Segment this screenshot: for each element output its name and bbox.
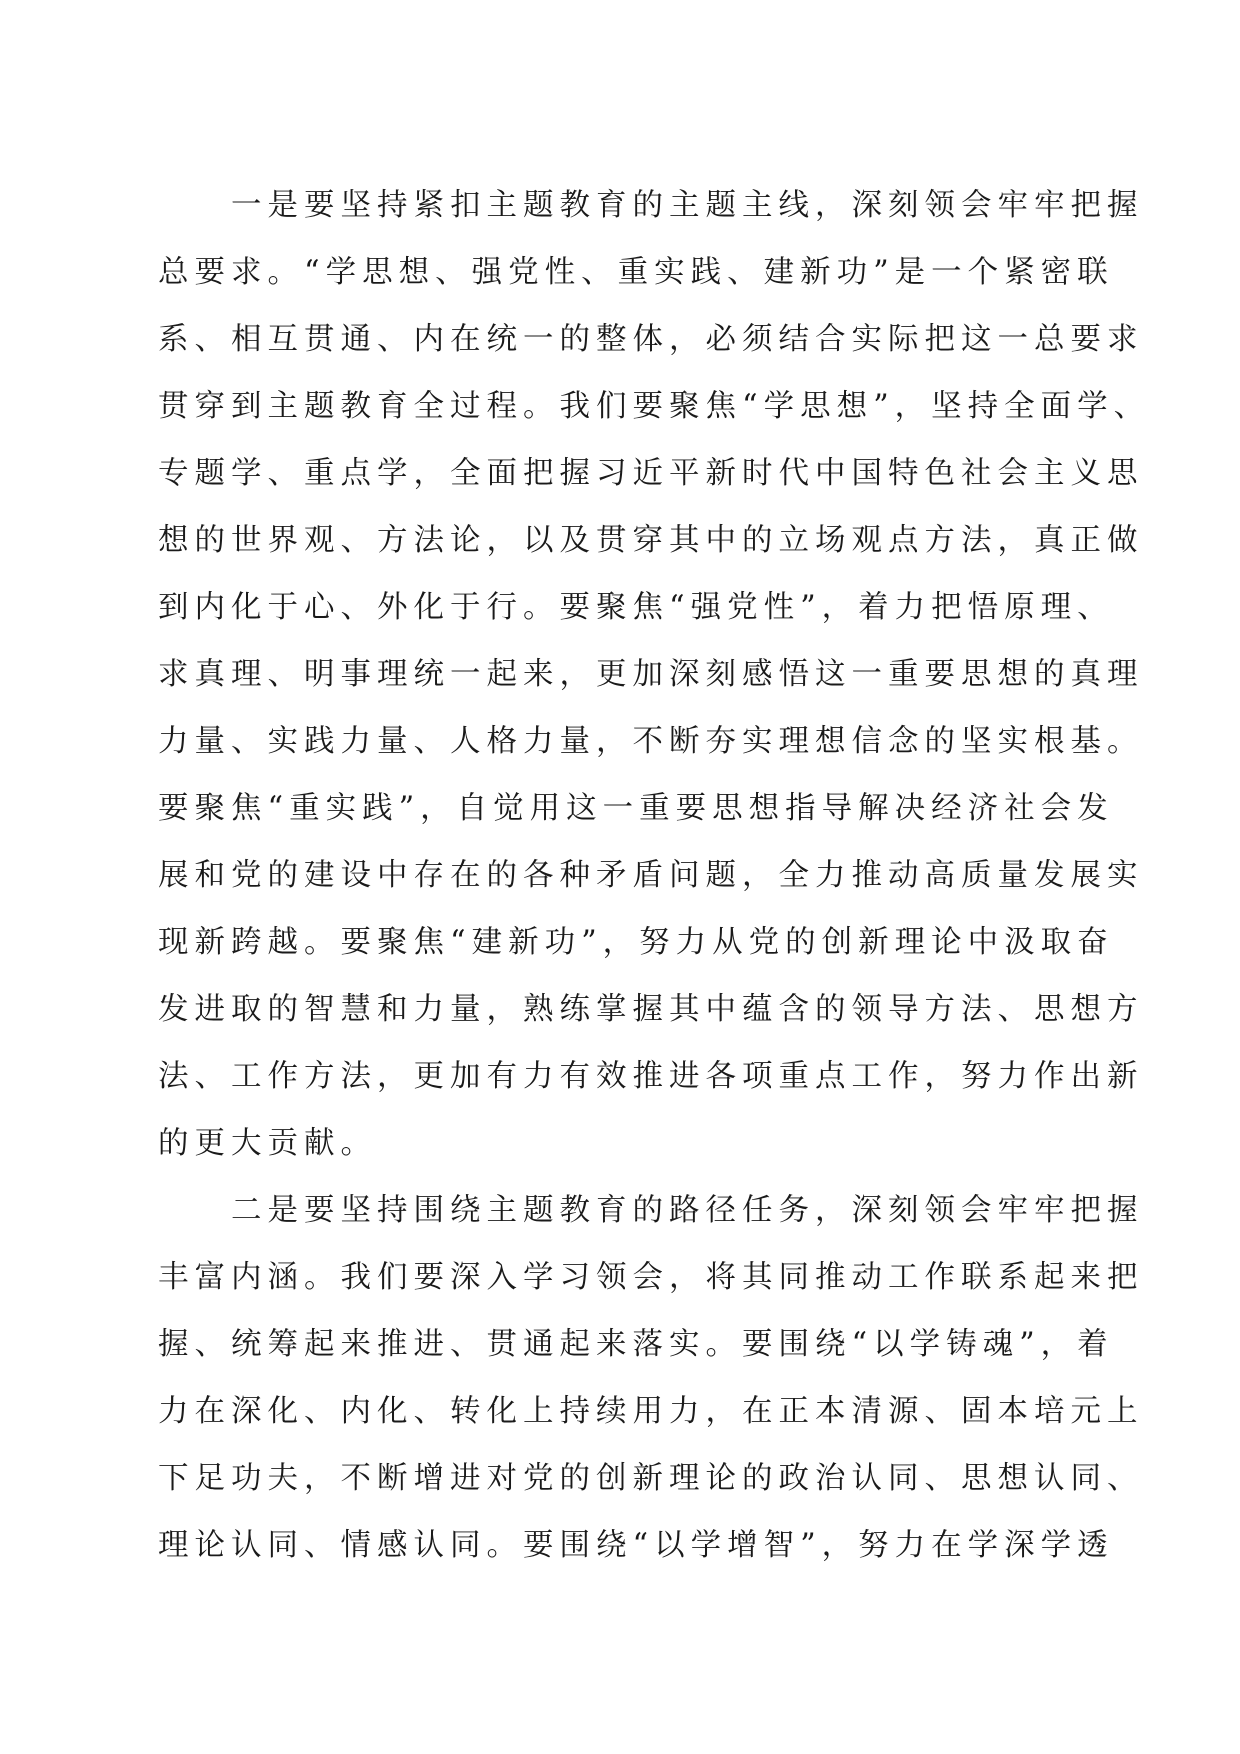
paragraph-line: 贯穿到主题教育全过程。我们要聚焦“学思想”，坚持全面学、 <box>158 389 1151 424</box>
paragraph-line: 求真理、明事理统一起来，更加深刻感悟这一重要思想的真理 <box>158 657 1144 692</box>
paragraph-line: 一是要坚持紧扣主题教育的主题主线，深刻领会牢牢把握 <box>231 188 1144 223</box>
paragraph-line: 系、相互贯通、内在统一的整体，必须结合实际把这一总要求 <box>158 322 1144 357</box>
paragraph-2 <box>158 1177 1144 1579</box>
paragraph-line: 专题学、重点学，全面把握习近平新时代中国特色社会主义思 <box>158 456 1144 491</box>
paragraph-line: 丰富内涵。我们要深入学习领会，将其同推动工作联系起来把 <box>158 1260 1144 1295</box>
paragraph-line: 下足功夫，不断增进对党的创新理论的政治认同、思想认同、 <box>158 1461 1144 1496</box>
paragraph-line: 展和党的建设中存在的各种矛盾问题，全力推动高质量发展实 <box>158 858 1144 893</box>
paragraph-line: 的更大贡献。 <box>158 1126 377 1161</box>
paragraph-line: 力在深化、内化、转化上持续用力，在正本清源、固本培元上 <box>158 1394 1144 1429</box>
paragraph-line: 理论认同、情感认同。要围绕“以学增智”，努力在学深学透 <box>158 1528 1114 1563</box>
paragraph-line: 现新跨越。要聚焦“建新功”，努力从党的创新理论中汲取奋 <box>158 925 1114 960</box>
document-body <box>158 172 1151 1579</box>
paragraph-line: 力量、实践力量、人格力量，不断夯实理想信念的坚实根基。 <box>158 724 1144 759</box>
paragraph-line: 发进取的智慧和力量，熟练掌握其中蕴含的领导方法、思想方 <box>158 992 1144 1027</box>
paragraph-line: 想的世界观、方法论，以及贯穿其中的立场观点方法，真正做 <box>158 523 1144 558</box>
paragraph-line: 法、工作方法，更加有力有效推进各项重点工作，努力作出新 <box>158 1059 1144 1094</box>
paragraph-line: 总要求。“学思想、强党性、重实践、建新功”是一个紧密联 <box>158 255 1114 290</box>
paragraph-line: 握、统筹起来推进、贯通起来落实。要围绕“以学铸魂”，着 <box>158 1327 1114 1362</box>
paragraph-line: 二是要坚持围绕主题教育的路径任务，深刻领会牢牢把握 <box>231 1193 1144 1228</box>
paragraph-1 <box>158 172 1151 1177</box>
paragraph-line: 要聚焦“重实践”，自觉用这一重要思想指导解决经济社会发 <box>158 791 1114 826</box>
paragraph-line: 到内化于心、外化于行。要聚焦“强党性”，着力把悟原理、 <box>158 590 1114 625</box>
